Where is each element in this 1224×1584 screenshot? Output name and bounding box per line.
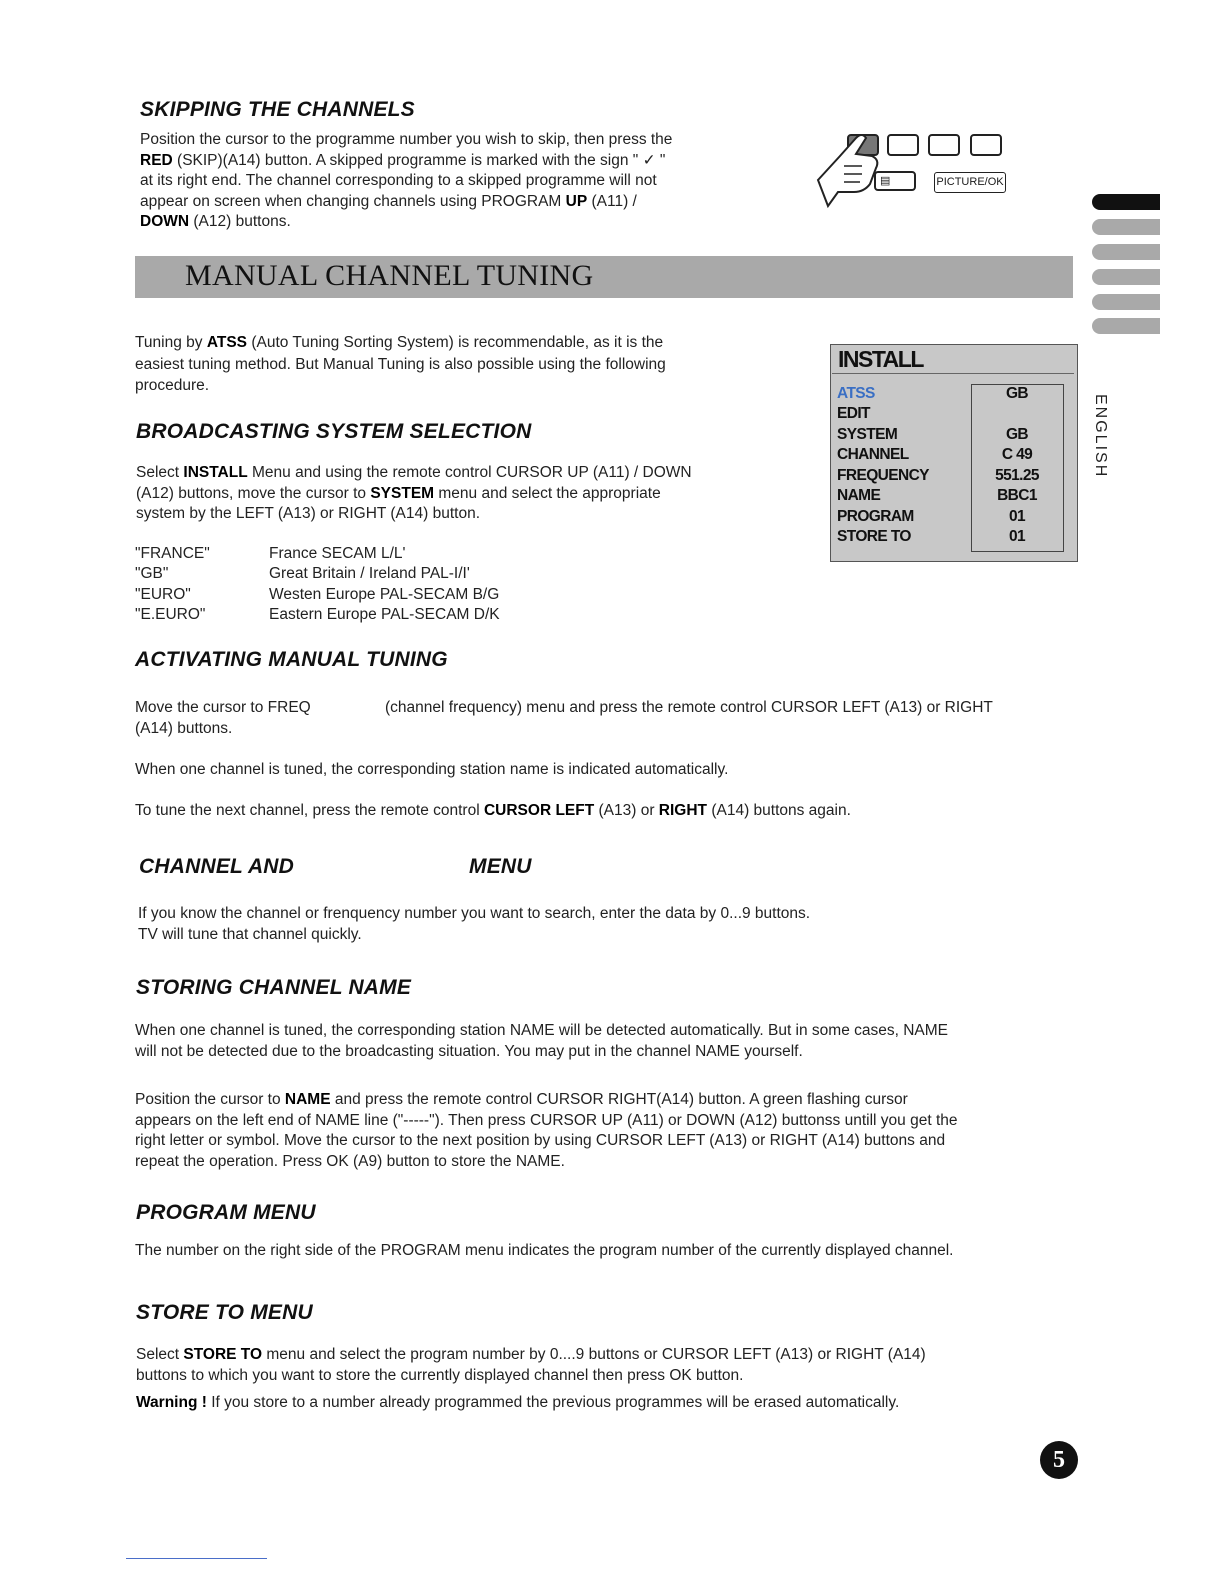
program-text: The number on the right side of the PROGRAM menu indicates the program number of the currently displayed channel. bbox=[135, 1242, 954, 1259]
install-menu-title: INSTALL bbox=[838, 346, 923, 372]
section-heading-skipping: SKIPPING THE CHANNELS bbox=[140, 98, 415, 121]
picture-ok-button: PICTURE/OK bbox=[934, 172, 1006, 193]
text: To tune the next channel, press the remote control bbox=[135, 802, 484, 819]
storing-text bbox=[135, 1090, 908, 1111]
activating-text: When one channel is tuned, the corresponding station name is indicated automatically. bbox=[135, 761, 729, 778]
name-keyword: NAME bbox=[284, 1091, 331, 1108]
store-to-text bbox=[136, 1345, 926, 1366]
menu-divider bbox=[832, 373, 1074, 374]
atss-keyword: ATSS bbox=[206, 334, 248, 351]
section-heading-channel-and: CHANNEL AND bbox=[139, 855, 295, 878]
down-keyword: DOWN bbox=[140, 213, 190, 230]
menu-value-store-to: 01 bbox=[1008, 528, 1026, 545]
broadcasting-paragraph bbox=[136, 463, 796, 525]
text: menu and select the appropriate bbox=[434, 484, 661, 502]
system-key: "GB" bbox=[135, 565, 169, 582]
menu-value-system: GB bbox=[1005, 426, 1029, 443]
text: If you store to a number already programmed the previous programmes will be erased automatically. bbox=[206, 1394, 900, 1411]
skipping-line bbox=[140, 151, 780, 172]
section-heading-broadcasting: BROADCASTING SYSTEM SELECTION bbox=[136, 420, 532, 443]
menu-item-atss: ATSS bbox=[837, 385, 875, 402]
text: Position the cursor to the programme number you wish to skip, then press the bbox=[140, 131, 673, 148]
text: (A12) buttons, move the cursor to bbox=[136, 484, 371, 502]
menu-value-atss: GB bbox=[1005, 385, 1029, 402]
channel-and-text: TV will tune that channel quickly. bbox=[138, 926, 362, 943]
side-tab-active bbox=[1092, 194, 1160, 210]
text: Menu and using the remote control CURSOR UP (A11) / DOWN bbox=[247, 464, 692, 481]
cursor-left-keyword: CURSOR LEFT bbox=[483, 802, 595, 819]
warning-label: Warning ! bbox=[136, 1394, 207, 1411]
side-tab bbox=[1092, 244, 1160, 260]
system-key: "E.EURO" bbox=[135, 606, 206, 623]
menu-item-frequency: FREQUENCY bbox=[837, 467, 929, 484]
text: procedure. bbox=[135, 377, 210, 394]
install-keyword: INSTALL bbox=[183, 464, 248, 481]
text: (A13) or bbox=[594, 802, 659, 819]
right-keyword: RIGHT bbox=[658, 802, 708, 819]
skipping-line bbox=[140, 192, 780, 213]
intro-paragraph bbox=[135, 332, 755, 397]
language-label: ENGLISH bbox=[1092, 394, 1109, 479]
activating-text: (A14) buttons. bbox=[135, 720, 233, 737]
storing-text: right letter or symbol. Move the cursor to the next position by using CURSOR LEFT (A13) or RIGHT (A14) buttons and bbox=[135, 1132, 946, 1149]
section-heading-store-to: STORE TO MENU bbox=[136, 1301, 313, 1324]
text: Tuning by bbox=[135, 334, 207, 351]
text: (SKIP)(A14) button. A skipped programme is marked with the sign " ✓ " bbox=[172, 151, 666, 169]
green-button bbox=[887, 134, 919, 156]
text: Select bbox=[136, 464, 184, 481]
system-key: "FRANCE" bbox=[135, 545, 210, 562]
activating-text: Move the cursor to FREQ bbox=[135, 699, 311, 716]
text: and press the remote control CURSOR RIGHT(A14) button. A green flashing cursor bbox=[330, 1091, 908, 1108]
text: Position the cursor to bbox=[135, 1091, 285, 1108]
side-tab bbox=[1092, 318, 1160, 334]
menu-item-edit: EDIT bbox=[837, 405, 870, 422]
store-to-keyword: STORE TO bbox=[183, 1346, 263, 1363]
menu-item-store-to: STORE TO bbox=[837, 528, 911, 545]
remote-control-illustration bbox=[810, 126, 1010, 210]
storing-text: When one channel is tuned, the corresponding station NAME will be detected automatically. But in some cases, NAME bbox=[135, 1022, 949, 1039]
text: menu and select the program number by 0....9 buttons or CURSOR LEFT (A13) or RIGHT (A14) bbox=[262, 1346, 926, 1363]
text: at its right end. The channel corresponding to a skipped programme will not bbox=[140, 172, 657, 189]
menu-value-frequency: 551.25 bbox=[995, 467, 1039, 484]
menu-item-name: NAME bbox=[837, 487, 881, 504]
text: (A11) / bbox=[587, 192, 637, 210]
menu-value-program: 01 bbox=[1008, 508, 1026, 525]
system-desc: Westen Europe PAL-SECAM B/G bbox=[269, 586, 500, 603]
text: appear on screen when changing channels using PROGRAM bbox=[140, 192, 566, 210]
blue-button bbox=[970, 134, 1002, 156]
yellow-button bbox=[928, 134, 960, 156]
teletext-icon: ▤ bbox=[880, 175, 891, 187]
text: (A12) buttons. bbox=[189, 213, 291, 230]
section-heading-storing: STORING CHANNEL NAME bbox=[136, 976, 412, 999]
system-desc: Great Britain / Ireland PAL-I/I' bbox=[269, 565, 470, 582]
skipping-line bbox=[140, 130, 780, 151]
text: easiest tuning method. But Manual Tuning is also possible using the following bbox=[135, 355, 666, 373]
warning-text bbox=[136, 1393, 899, 1414]
storing-text: appears on the left end of NAME line ("-----"). Then press CURSOR UP (A11) or DOWN (A12) buttonss untill you get the bbox=[135, 1112, 958, 1129]
skipping-line bbox=[140, 212, 780, 233]
menu-item-channel: CHANNEL bbox=[837, 446, 909, 463]
side-tab bbox=[1092, 294, 1160, 310]
system-key: "EURO" bbox=[135, 586, 191, 603]
skipping-line bbox=[140, 171, 780, 192]
channel-and-text: If you know the channel or frenquency number you want to search, enter the data by 0...9 buttons. bbox=[138, 905, 811, 922]
system-keyword: SYSTEM bbox=[370, 484, 435, 502]
side-tab bbox=[1092, 269, 1160, 285]
activating-text: (channel frequency) menu and press the remote control CURSOR LEFT (A13) or RIGHT bbox=[385, 699, 993, 716]
up-keyword: UP bbox=[565, 192, 588, 210]
storing-text: will not be detected due to the broadcasting situation. You may put in the channel NAME yourself. bbox=[135, 1043, 803, 1060]
text: Select bbox=[136, 1346, 184, 1363]
side-tab bbox=[1092, 219, 1160, 235]
section-heading-menu: MENU bbox=[469, 855, 532, 878]
footer-line bbox=[126, 1558, 267, 1559]
store-to-text: buttons to which you want to store the currently displayed channel then press OK button. bbox=[136, 1367, 744, 1384]
text: system by the LEFT (A13) or RIGHT (A14) button. bbox=[136, 505, 480, 522]
activating-text bbox=[135, 801, 851, 822]
section-heading-activating: ACTIVATING MANUAL TUNING bbox=[135, 648, 448, 671]
menu-item-system: SYSTEM bbox=[837, 426, 898, 443]
text: (A14) buttons again. bbox=[707, 802, 851, 819]
text: (Auto Tuning Sorting System) is recommendable, as it is the bbox=[247, 334, 664, 351]
system-desc: France SECAM L/L' bbox=[269, 545, 406, 562]
red-keyword: RED bbox=[140, 151, 173, 169]
banner-title: MANUAL CHANNEL TUNING bbox=[185, 259, 594, 292]
menu-value-channel: C 49 bbox=[1001, 446, 1033, 463]
system-desc: Eastern Europe PAL-SECAM D/K bbox=[269, 606, 500, 623]
pointing-hand-icon bbox=[810, 126, 890, 210]
section-heading-program: PROGRAM MENU bbox=[136, 1201, 316, 1224]
storing-text: repeat the operation. Press OK (A9) button to store the NAME. bbox=[135, 1153, 565, 1170]
menu-value-name: BBC1 bbox=[997, 487, 1037, 504]
menu-item-program: PROGRAM bbox=[837, 508, 914, 525]
page-number: 5 bbox=[1040, 1441, 1078, 1479]
skipping-paragraph bbox=[140, 130, 780, 233]
